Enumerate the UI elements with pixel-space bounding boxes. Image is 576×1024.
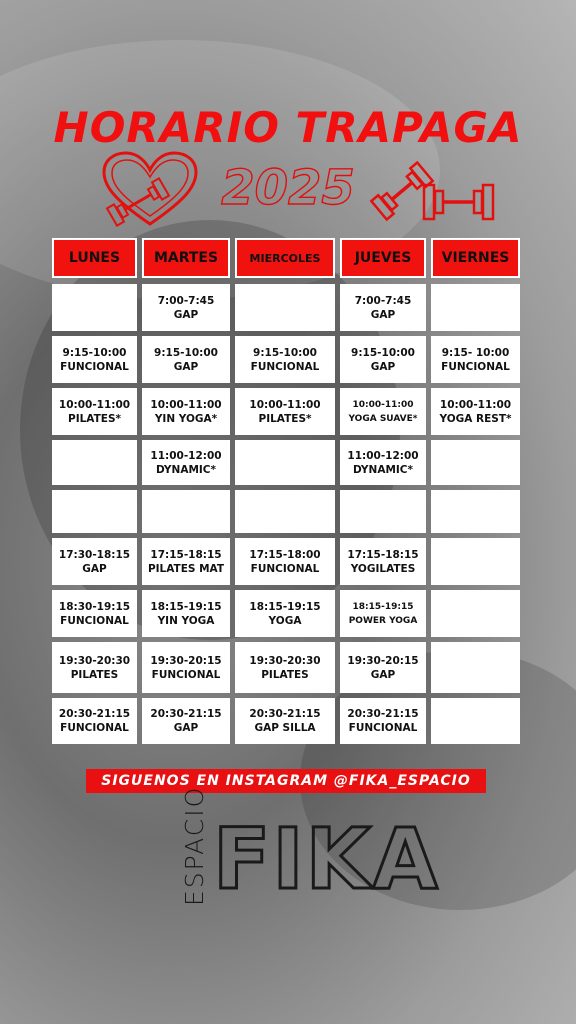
class-name: PILATES MAT bbox=[147, 562, 225, 575]
class-name: GAP bbox=[370, 668, 396, 681]
class-time: 18:15-19:15 bbox=[249, 600, 321, 613]
year-label: 2025 bbox=[221, 160, 355, 216]
class-time: 19:30-20:30 bbox=[58, 654, 131, 667]
empty-cell bbox=[142, 490, 230, 533]
page-title: HORARIO TRAPAGA bbox=[53, 103, 523, 152]
empty-cell bbox=[431, 590, 520, 637]
class-name: GAP SILLA bbox=[254, 722, 316, 734]
class-cell bbox=[431, 336, 520, 383]
class-cell bbox=[142, 590, 230, 637]
class-cell bbox=[340, 538, 426, 585]
class-name: YOGA bbox=[268, 614, 302, 627]
class-cell bbox=[52, 642, 137, 693]
class-time: 17:30-18:15 bbox=[58, 548, 131, 561]
empty-cell bbox=[431, 284, 520, 331]
class-time: 18:15-19:15 bbox=[352, 601, 414, 612]
day-header: LUNES bbox=[52, 238, 137, 278]
class-cell bbox=[340, 698, 426, 744]
class-time: 18:30-19:15 bbox=[58, 600, 131, 613]
class-time: 17:15-18:00 bbox=[249, 548, 321, 561]
empty-cell bbox=[52, 440, 137, 485]
day-header: JUEVES bbox=[340, 238, 426, 278]
class-time: 20:30-21:15 bbox=[150, 708, 222, 720]
class-cell bbox=[52, 590, 137, 637]
class-name: GAP bbox=[370, 360, 396, 373]
class-time: 9:15-10:00 bbox=[62, 346, 127, 359]
class-cell bbox=[340, 440, 426, 485]
class-time: 10:00-11:00 bbox=[249, 398, 321, 411]
empty-cell bbox=[52, 490, 137, 533]
class-cell bbox=[340, 388, 426, 435]
class-time: 17:15-18:15 bbox=[150, 548, 222, 561]
class-name: YOGA REST* bbox=[439, 412, 512, 425]
class-name: GAP bbox=[82, 562, 107, 575]
empty-cell bbox=[431, 642, 520, 693]
class-name: FUNCIONAL bbox=[348, 722, 418, 734]
class-name: YIN YOGA* bbox=[154, 412, 218, 425]
class-cell bbox=[142, 698, 230, 744]
class-time: 20:30-21:15 bbox=[347, 708, 419, 720]
class-time: 20:30-21:15 bbox=[249, 708, 321, 720]
class-name: FUNCIONAL bbox=[60, 360, 129, 373]
class-name: FUNCIONAL bbox=[60, 722, 129, 734]
class-name: DYNAMIC* bbox=[352, 463, 414, 476]
day-header: MARTES bbox=[142, 238, 230, 278]
class-time: 10:00-11:00 bbox=[150, 398, 222, 411]
schedule-table bbox=[52, 238, 520, 744]
day-header: MIERCOLES bbox=[235, 238, 335, 278]
class-time: 9:15-10:00 bbox=[351, 346, 415, 359]
class-name: GAP bbox=[370, 308, 396, 321]
empty-cell bbox=[431, 440, 520, 485]
class-time: 19:30-20:15 bbox=[150, 654, 222, 667]
empty-cell bbox=[235, 440, 335, 485]
class-name: FUNCIONAL bbox=[441, 360, 510, 373]
class-name: FUNCIONAL bbox=[60, 614, 129, 627]
class-time: 17:15-18:15 bbox=[347, 548, 419, 561]
class-name: YIN YOGA bbox=[157, 614, 215, 627]
empty-cell bbox=[431, 538, 520, 585]
class-cell bbox=[235, 336, 335, 383]
class-cell bbox=[142, 388, 230, 435]
class-name: PILATES bbox=[70, 668, 119, 681]
empty-cell bbox=[340, 490, 426, 533]
class-time: 9:15-10:00 bbox=[253, 346, 317, 359]
day-header: VIERNES bbox=[431, 238, 520, 278]
empty-cell bbox=[235, 284, 335, 331]
class-cell bbox=[235, 388, 335, 435]
class-time: 9:15- 10:00 bbox=[441, 346, 510, 359]
class-time: 11:00-12:00 bbox=[150, 449, 222, 462]
class-name: FUNCIONAL bbox=[151, 668, 221, 681]
class-time: 7:00-7:45 bbox=[354, 294, 412, 307]
class-cell bbox=[340, 642, 426, 693]
empty-cell bbox=[52, 284, 137, 331]
class-name: FUNCIONAL bbox=[250, 562, 320, 575]
class-name: PILATES* bbox=[68, 412, 121, 425]
class-name: PILATES bbox=[261, 668, 309, 681]
instagram-banner: SIGUENOS EN INSTAGRAM @FIKA_ESPACIO bbox=[86, 769, 486, 793]
class-time: 19:30-20:30 bbox=[249, 654, 321, 667]
logo: FIKA bbox=[213, 810, 440, 908]
class-time: 18:15-19:15 bbox=[150, 600, 222, 613]
class-time: 7:00-7:45 bbox=[157, 294, 215, 307]
class-cell bbox=[431, 388, 520, 435]
dumbbells-icon bbox=[366, 155, 498, 227]
class-name: FUNCIONAL bbox=[250, 360, 320, 373]
class-time: 10:00-11:00 bbox=[439, 398, 512, 411]
class-name: POWER YOGA bbox=[348, 615, 418, 626]
class-time: 19:30-20:15 bbox=[347, 654, 419, 667]
class-cell bbox=[52, 698, 137, 744]
logo-subtitle: ESPACIO bbox=[180, 785, 209, 906]
class-name: DYNAMIC* bbox=[155, 463, 217, 476]
class-name: PILATES* bbox=[258, 412, 312, 425]
class-cell bbox=[340, 284, 426, 331]
class-name: GAP bbox=[173, 722, 199, 734]
class-cell bbox=[340, 590, 426, 637]
class-cell bbox=[142, 642, 230, 693]
class-name: GAP bbox=[173, 360, 199, 373]
class-cell bbox=[142, 538, 230, 585]
class-name: YOGILATES bbox=[350, 562, 416, 575]
class-time: 9:15-10:00 bbox=[154, 346, 218, 359]
class-cell bbox=[235, 538, 335, 585]
class-cell bbox=[235, 698, 335, 744]
class-cell bbox=[142, 440, 230, 485]
heart-dumbbell-icon bbox=[98, 150, 202, 228]
class-name: GAP bbox=[173, 308, 199, 321]
class-cell bbox=[142, 336, 230, 383]
class-cell bbox=[52, 388, 137, 435]
class-time: 20:30-21:15 bbox=[58, 708, 131, 720]
class-cell bbox=[235, 590, 335, 637]
class-cell bbox=[340, 336, 426, 383]
class-cell bbox=[52, 336, 137, 383]
empty-cell bbox=[431, 698, 520, 744]
class-time: 10:00-11:00 bbox=[58, 398, 131, 411]
class-cell bbox=[52, 538, 137, 585]
empty-cell bbox=[431, 490, 520, 533]
class-cell bbox=[235, 642, 335, 693]
class-time: 10:00-11:00 bbox=[352, 399, 414, 410]
class-name: YOGA SUAVE* bbox=[348, 413, 418, 424]
class-time: 11:00-12:00 bbox=[347, 449, 419, 462]
empty-cell bbox=[235, 490, 335, 533]
class-cell bbox=[142, 284, 230, 331]
